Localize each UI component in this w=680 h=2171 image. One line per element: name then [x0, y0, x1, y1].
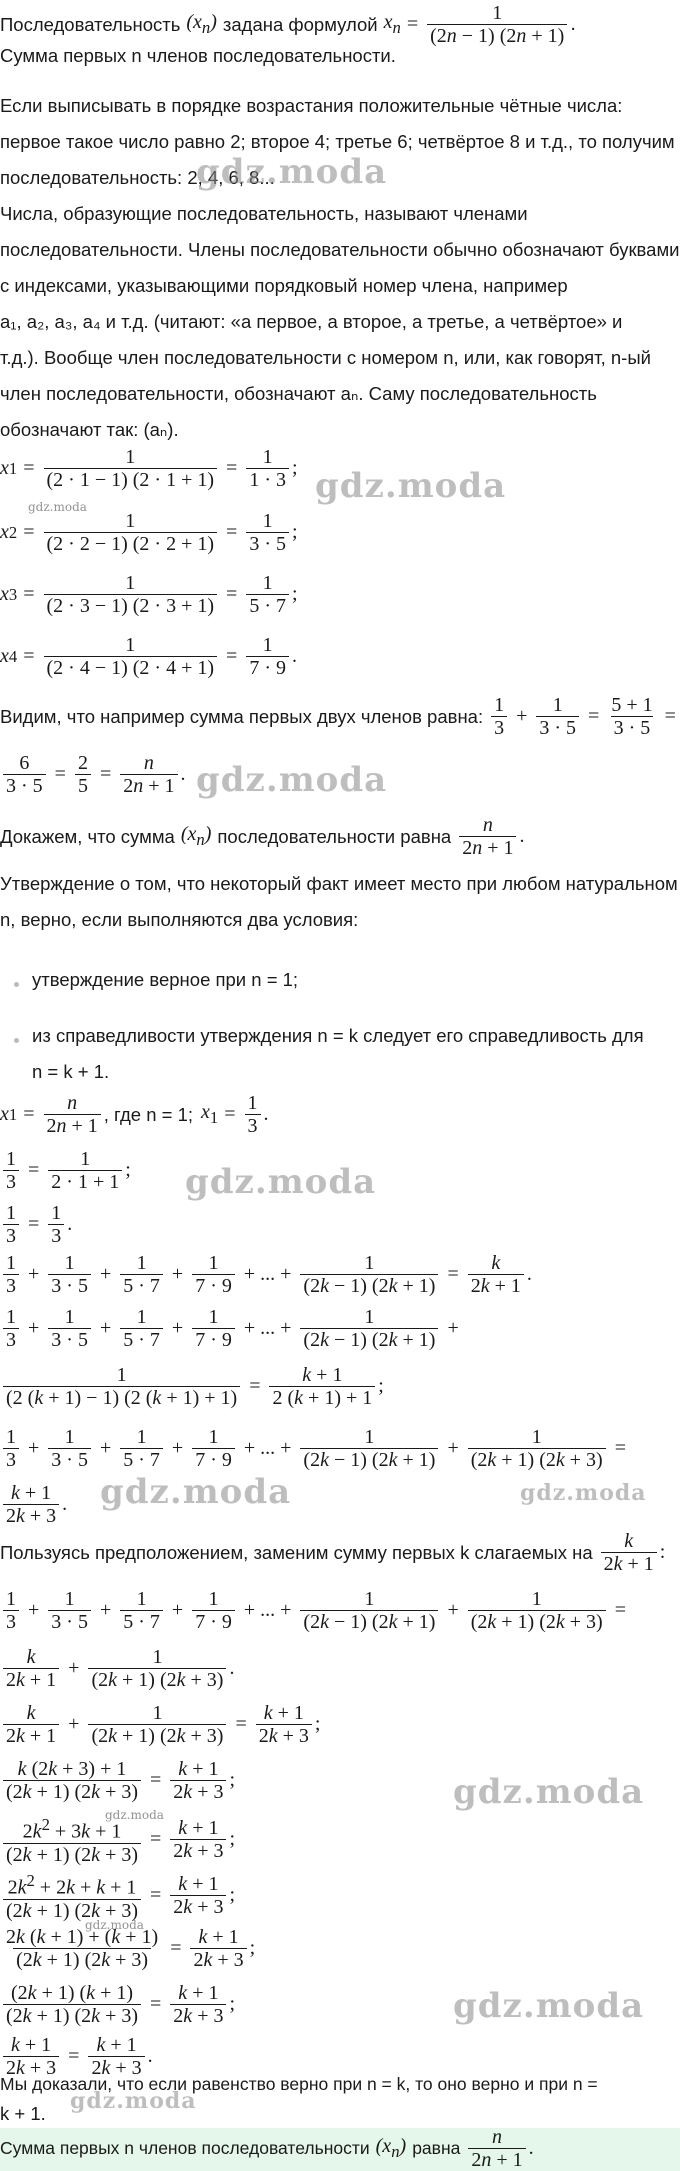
answer: Сумма первых n членов последовательности $(x_n)$ равна $\frac{n}{2n + 1}$ .: [0, 2126, 534, 2171]
theory-line-8: т.д.). Вообще член последовательности с номером n, или, как говорят, n-ый: [0, 347, 651, 368]
base-check-1: $\frac{1}{3}$ = $\frac{1}{2 \cdot 1 + 1}$ ;: [0, 1148, 131, 1193]
theory-line-6: с индексами, указывающими порядковый номер члена, например: [0, 275, 568, 296]
watermark: gdz.moda: [453, 1772, 645, 1812]
watermark-small: gdz.moda: [85, 1918, 144, 1932]
watermark: gdz.moda: [453, 1986, 645, 2026]
base-case: x 1 = $\frac{n}{2n + 1}$ , где n = 1; $x_1$ = $\frac{1}{3}$ .: [0, 1092, 269, 1137]
conclusion-2: k + 1.: [0, 2103, 46, 2124]
step-5: $\frac{2k (k + 1) + (k + 1)}{(2k + 1) (2k + 3)}$ = $\frac{k + 1}{2k + 3}$ ;: [6, 1926, 256, 1971]
theory-line-5: последовательности. Члены последовательности обычно обозначают буквами: [0, 239, 680, 260]
watermark-small: gdz.moda: [105, 1808, 164, 1822]
sum-k1-left: $\frac{1}{3}$ + $\frac{1}{3 \cdot 5}$ + $\frac{1}{5 \cdot 7}$ + $\frac{1}{7 \cdot 9}$ + ... + $\frac{1}{(2k - 1) (2k + 1)}$ +: [0, 1306, 465, 1351]
sum-k1-right: $\frac{1}{(2 (k + 1) - 1) (2 (k + 1) + 1)}$ = $\frac{k + 1}{2 (k + 1) + 1}$ ;: [0, 1364, 384, 1409]
induction-line-1: Утверждение о том, что некоторый факт имеет место при любом натуральном: [0, 873, 678, 894]
substitution: $\frac{1}{3}$ + $\frac{1}{3 \cdot 5}$ + $\frac{1}{5 \cdot 7}$ + $\frac{1}{7 \cdot 9}$ + ... + $\frac{1}{(2k - 1) (2k + 1)}$ + $\frac{1}{(2k + 1) (2k + 3)}$ =: [0, 1588, 632, 1633]
watermark: gdz.moda: [520, 1480, 647, 1506]
step-2: $\frac{k (2k + 3) + 1}{(2k + 1) (2k + 3)}$ = $\frac{k + 1}{2k + 3}$ ;: [0, 1758, 235, 1803]
eq-x2: x 2 = $\frac{1}{(2 \cdot 2 - 1) (2 \cdot 2 + 1)}$ = $\frac{1}{3 \cdot 5}$ ;: [0, 510, 298, 555]
bullet-1: утверждение верное при n = 1;: [32, 969, 299, 990]
watermark: gdz.moda: [100, 1472, 292, 1512]
step-7: $\frac{k + 1}{2k + 3}$ = $\frac{k + 1}{2k + 3}$ .: [0, 2034, 153, 2079]
sum-k: $\frac{1}{3}$ + $\frac{1}{3 \cdot 5}$ + $\frac{1}{5 \cdot 7}$ + $\frac{1}{7 \cdot 9}$ + ... + $\frac{1}{(2k - 1) (2k + 1)}$ = $\frac{k}{2k + 1}$ .: [0, 1252, 532, 1297]
step-6: $\frac{(2k + 1) (k + 1)}{(2k + 1) (2k + 3)}$ = $\frac{k + 1}{2k + 3}$ ;: [0, 1982, 235, 2027]
example-sum-cont: $\frac{6}{3 \cdot 5}$ = $\frac{2}{5}$ = $\frac{n}{2n + 1}$ .: [0, 752, 186, 797]
theory-line-4: Числа, образующие последовательность, называют членами: [0, 203, 528, 224]
step-3: $\frac{2k^2 + 3k + 1}{(2k + 1) (2k + 3)}$ = $\frac{k + 1}{2k + 3}$ ;: [0, 1814, 235, 1866]
conclusion-1: Мы доказали, что если равенство верно при n = k, то оно верно и при n =: [0, 2074, 598, 2094]
watermark: gdz.moda: [196, 760, 388, 800]
sum-k1-simplified: $\frac{1}{3}$ + $\frac{1}{3 \cdot 5}$ + $\frac{1}{5 \cdot 7}$ + $\frac{1}{7 \cdot 9}$ + ... + $\frac{1}{(2k - 1) (2k + 1)}$ + $\frac{1}{(2k + 1) (2k + 3)}$ =: [0, 1426, 632, 1471]
induction-line-2: n, верно, если выполняются два условия:: [0, 909, 359, 930]
watermark: gdz.moda: [196, 152, 388, 192]
watermark-small: gdz.moda: [28, 500, 87, 514]
bullet-dot: [14, 982, 19, 987]
sum-k1-result: $\frac{k + 1}{2k + 3}$ .: [0, 1482, 67, 1527]
theory-line-7: a₁, a₂, a₃, a₄ и т.д. (читают: «a первое, a второе, a третье, a четвёртое» и: [0, 311, 623, 332]
watermark: gdz.moda: [315, 466, 507, 506]
watermark: gdz.moda: [70, 2088, 197, 2114]
bullet-2b: n = k + 1.: [32, 1061, 110, 1082]
theory-line-3: последовательность: 2, 4, 6, 8...: [0, 167, 275, 188]
base-check-2: $\frac{1}{3}$ = $\frac{1}{3}$ .: [0, 1202, 72, 1247]
theory-line-1: Если выписывать в порядке возрастания положительные чётные числа:: [0, 95, 623, 116]
theory-line-2: первое такое число равно 2; второе 4; третье 6; четвёртое 8 и т.д., то получим: [0, 131, 675, 152]
step-4: $\frac{2k^2 + 2k + k + 1}{(2k + 1) (2k + 3)}$ = $\frac{k + 1}{2k + 3}$ ;: [0, 1870, 235, 1922]
prove-statement: Докажем, что сумма $(x_n)$ последовательности равна $\frac{n}{2n + 1}$ .: [0, 814, 525, 859]
bullet-2a: из справедливости утверждения n = k следует его справедливость для: [32, 1025, 644, 1046]
eq-x3: x 3 = $\frac{1}{(2 \cdot 3 - 1) (2 \cdot 3 + 1)}$ = $\frac{1}{5 \cdot 7}$ ;: [0, 572, 298, 617]
example-sum: Видим, что например сумма первых двух членов равна: $\frac{1}{3}$ + $\frac{1}{3 \cdot 5}$ = $\frac{5 + 1}{3 \cdot 5}$ =: [0, 694, 676, 739]
bullet-dot: [14, 1038, 19, 1043]
eq-x1: x 1 = $\frac{1}{(2 \cdot 1 - 1) (2 \cdot 1 + 1)}$ = $\frac{1}{1 \cdot 3}$ ;: [0, 446, 298, 491]
theory-line-9: член последовательности, обозначают aₙ. Саму последовательность: [0, 383, 597, 404]
substitution-result: $\frac{k}{2k + 1}$ + $\frac{1}{(2k + 1) (2k + 3)}$ .: [0, 1646, 234, 1691]
problem-statement: Последовательность $(x_n)$ задана формулой $x_n$ = $\frac{1}{(2n - 1) (2n + 1)}$ .: [0, 2, 576, 47]
task-text: Сумма первых n членов последовательности.: [0, 45, 396, 66]
theory-line-10: обозначают так: (aₙ).: [0, 419, 179, 440]
step-1: $\frac{k}{2k + 1}$ + $\frac{1}{(2k + 1) (2k + 3)}$ = $\frac{k + 1}{2k + 3}$ ;: [0, 1702, 320, 1747]
watermark: gdz.moda: [185, 1162, 377, 1202]
eq-x4: x 4 = $\frac{1}{(2 \cdot 4 - 1) (2 \cdot 4 + 1)}$ = $\frac{1}{7 \cdot 9}$ .: [0, 634, 297, 679]
assume-text: Пользуясь предположением, заменим сумму первых k слагаемых на $\frac{k}{2k + 1}$ :: [0, 1530, 666, 1575]
